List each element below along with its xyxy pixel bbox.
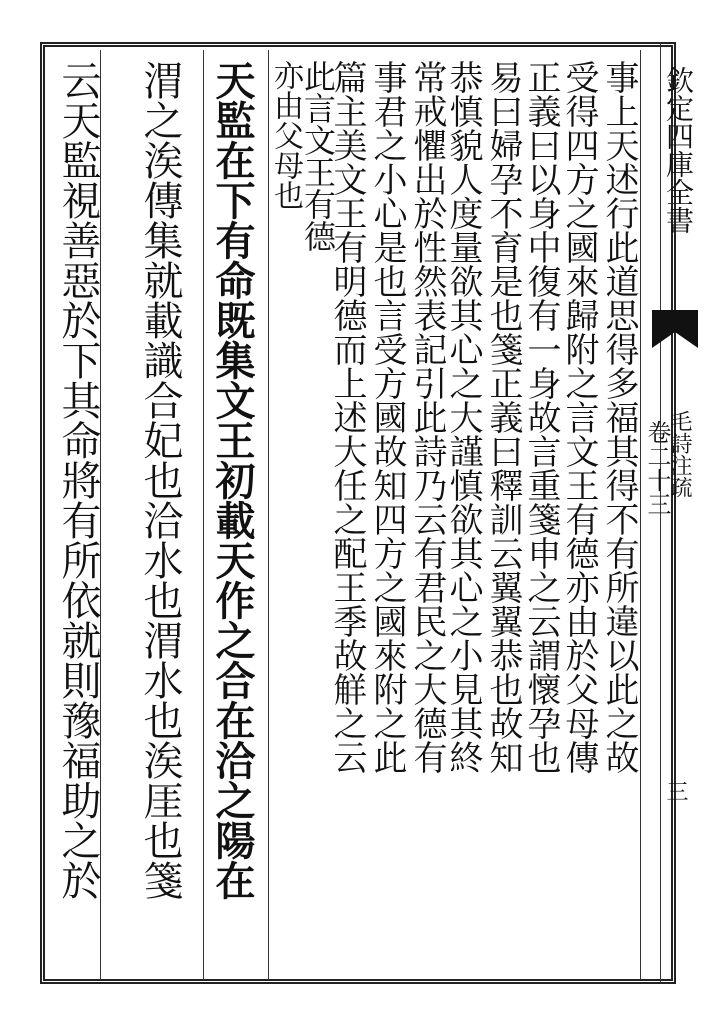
commentary-column: 渭之涘傳集就載識合妃也洽水也渭水也涘厓也箋	[137, 60, 183, 900]
text-column: 篇主美文王有明德而上述大任之配王季故觧之云	[327, 60, 367, 774]
margin-page-mark: 三	[663, 780, 688, 802]
main-text-column: 天監在下有命既集文王初載天作之合在洽之陽在	[209, 60, 256, 900]
margin-book-title: 欽定四庫全書	[662, 66, 695, 234]
text-column: 正義曰以身中復有一身故言重箋申之云謂懷孕也	[521, 60, 561, 774]
text-column: 恭慎貌人度量欲其心之大謹慎欲其心之小見其終	[443, 60, 483, 774]
margin-section-title: 毛詩注疏	[667, 410, 692, 498]
text-column: 易曰婦孕不育是也箋正義曰釋訓云翼翼恭也故知	[483, 60, 523, 774]
column-rule	[203, 50, 204, 980]
text-column: 事上天述行此道思得多福其得不有所違以此之故	[599, 60, 639, 774]
text-column: 此言文王有德	[299, 60, 337, 252]
text-column: 事君之小心是也言受方國故知四方之國來附之此	[367, 60, 407, 774]
fishtail-mark-icon	[652, 310, 698, 348]
text-column: 常戒懼出於性然表記引此詩乃云有君民之大德有	[407, 60, 447, 774]
text-column: 亦由父母也	[268, 60, 303, 210]
commentary-column: 云天監視善惡於下其命將有所依就則豫福助之於	[55, 60, 101, 900]
text-column: 受得四方之國來歸附之言文王有德亦由於父母傳	[559, 60, 599, 774]
margin-volume: 卷二十三	[643, 420, 671, 516]
column-rule	[640, 50, 641, 980]
